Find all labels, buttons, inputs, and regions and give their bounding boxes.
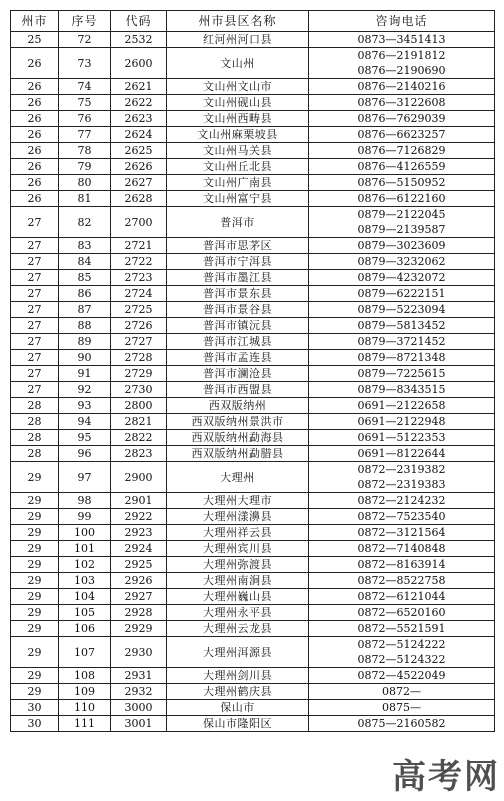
phone-number: 0876—2190690 [357,64,446,77]
cell-phone [309,398,495,414]
table-row [11,382,495,398]
table-row [11,446,495,462]
cell-code: 2700 [111,207,167,238]
table-row [11,462,495,493]
cell-region-name: 大理州云龙县 [167,621,309,637]
cell-serial: 101 [59,541,111,557]
phone-number: 0879—2122045 [357,208,446,221]
cell-phone [309,159,495,175]
cell-code: 2926 [111,573,167,589]
cell-code: 2928 [111,605,167,621]
cell-serial: 95 [59,430,111,446]
table-row [11,398,495,414]
cell-serial: 106 [59,621,111,637]
cell-region-name: 红河州河口县 [167,32,309,48]
cell-phone [309,191,495,207]
table-row [11,525,495,541]
cell-phone [309,541,495,557]
cell-city: 27 [11,334,59,350]
phone-number: 0875—2160582 [357,717,446,730]
header-serial: 序号 [59,11,111,32]
cell-city: 27 [11,207,59,238]
cell-serial: 92 [59,382,111,398]
cell-region-name: 普洱市宁洱县 [167,254,309,270]
cell-phone [309,637,495,668]
cell-city: 29 [11,573,59,589]
table-row [11,589,495,605]
phone-number: 0879—6222151 [357,287,446,300]
cell-phone [309,175,495,191]
cell-phone [309,79,495,95]
cell-code: 2623 [111,111,167,127]
header-phone: 咨询电话 [309,11,495,32]
cell-region-name: 普洱市澜沧县 [167,366,309,382]
phone-number: 0876—6623257 [357,128,446,141]
cell-city: 29 [11,557,59,573]
cell-region-name: 普洱市西盟县 [167,382,309,398]
cell-phone [309,430,495,446]
phone-number: 0879—3232062 [357,255,446,268]
cell-region-name: 普洱市 [167,207,309,238]
cell-city: 26 [11,48,59,79]
table-row [11,605,495,621]
cell-code: 3000 [111,700,167,716]
cell-city: 26 [11,175,59,191]
cell-serial: 81 [59,191,111,207]
cell-region-name: 普洱市墨江县 [167,270,309,286]
cell-code: 2722 [111,254,167,270]
cell-city: 30 [11,700,59,716]
cell-code: 2930 [111,637,167,668]
cell-code: 2621 [111,79,167,95]
cell-phone [309,462,495,493]
cell-city: 28 [11,414,59,430]
cell-city: 29 [11,525,59,541]
table-row [11,414,495,430]
cell-serial: 104 [59,589,111,605]
table-row [11,111,495,127]
cell-city: 27 [11,382,59,398]
phone-number: 0872—2319383 [357,478,446,491]
cell-code: 2822 [111,430,167,446]
cell-serial: 94 [59,414,111,430]
cell-phone [309,414,495,430]
header-region-name: 州市县区名称 [167,11,309,32]
cell-region-name: 西双版纳州 [167,398,309,414]
cell-region-name: 普洱市景谷县 [167,302,309,318]
consultation-phone-table [10,10,495,732]
cell-code: 2922 [111,509,167,525]
cell-phone [309,302,495,318]
cell-phone [309,493,495,509]
cell-phone [309,95,495,111]
phone-number: 0691—5122353 [357,431,446,444]
cell-code: 2727 [111,334,167,350]
phone-number: 0876—2140216 [357,80,446,93]
cell-city: 27 [11,254,59,270]
site-watermark: 高考网 [392,757,500,797]
cell-phone [309,111,495,127]
table-row [11,286,495,302]
cell-city: 27 [11,318,59,334]
table-row [11,127,495,143]
cell-region-name: 普洱市江城县 [167,334,309,350]
cell-region-name: 大理州 [167,462,309,493]
cell-region-name: 大理州鹤庆县 [167,684,309,700]
phone-number: 0872—5521591 [357,622,446,635]
cell-region-name: 保山市隆阳区 [167,716,309,732]
phone-number: 0876—7126829 [357,144,446,157]
cell-code: 2600 [111,48,167,79]
cell-serial: 109 [59,684,111,700]
table-row [11,238,495,254]
cell-code: 2901 [111,493,167,509]
cell-region-name: 文山州文山市 [167,79,309,95]
cell-serial: 98 [59,493,111,509]
phone-number: 0879—7225615 [357,367,446,380]
cell-phone [309,446,495,462]
table-row [11,637,495,668]
cell-region-name: 普洱市镇沅县 [167,318,309,334]
cell-code: 2730 [111,382,167,398]
cell-code: 2724 [111,286,167,302]
cell-region-name: 大理州宾川县 [167,541,309,557]
cell-code: 2625 [111,143,167,159]
cell-city: 28 [11,446,59,462]
cell-region-name: 大理州剑川县 [167,668,309,684]
cell-serial: 100 [59,525,111,541]
cell-serial: 96 [59,446,111,462]
phone-number: 0879—5223094 [357,303,446,316]
table-row [11,48,495,79]
cell-code: 2729 [111,366,167,382]
cell-code: 2823 [111,446,167,462]
cell-region-name: 文山州西畴县 [167,111,309,127]
cell-phone [309,557,495,573]
cell-serial: 97 [59,462,111,493]
cell-serial: 80 [59,175,111,191]
cell-region-name: 西双版纳州景洪市 [167,414,309,430]
phone-number: 0872—7140848 [357,542,446,555]
cell-region-name: 大理州弥渡县 [167,557,309,573]
cell-city: 26 [11,95,59,111]
phone-number: 0691—8122644 [357,447,446,460]
cell-phone [309,350,495,366]
phone-number: 0876—3122608 [357,96,446,109]
table-row [11,270,495,286]
cell-code: 2622 [111,95,167,111]
phone-number: 0872— [382,685,421,698]
table-row [11,95,495,111]
cell-serial: 107 [59,637,111,668]
cell-serial: 103 [59,573,111,589]
cell-serial: 89 [59,334,111,350]
cell-region-name: 大理州南涧县 [167,573,309,589]
cell-phone [309,525,495,541]
phone-number: 0875— [382,701,421,714]
cell-phone [309,32,495,48]
cell-city: 29 [11,637,59,668]
cell-code: 2927 [111,589,167,605]
cell-phone [309,207,495,238]
cell-city: 27 [11,270,59,286]
cell-code: 2723 [111,270,167,286]
cell-serial: 75 [59,95,111,111]
cell-region-name: 普洱市孟连县 [167,350,309,366]
cell-city: 27 [11,350,59,366]
phone-number: 0879—8721348 [357,351,446,364]
cell-city: 25 [11,32,59,48]
cell-region-name: 文山州丘北县 [167,159,309,175]
cell-region-name: 大理州漾濞县 [167,509,309,525]
cell-serial: 108 [59,668,111,684]
table-row [11,493,495,509]
table-row [11,159,495,175]
table-row [11,509,495,525]
phone-number: 0872—5124222 [357,638,446,651]
table-row [11,191,495,207]
cell-phone [309,270,495,286]
cell-region-name: 大理州巍山县 [167,589,309,605]
phone-number: 0879—4232072 [357,271,446,284]
cell-city: 29 [11,541,59,557]
cell-serial: 102 [59,557,111,573]
cell-city: 26 [11,79,59,95]
header-city: 州市 [11,11,59,32]
cell-serial: 72 [59,32,111,48]
cell-phone [309,573,495,589]
cell-region-name: 大理州永平县 [167,605,309,621]
cell-code: 2624 [111,127,167,143]
phone-number: 0872—7523540 [357,510,446,523]
cell-serial: 111 [59,716,111,732]
cell-phone [309,127,495,143]
cell-phone [309,334,495,350]
cell-city: 29 [11,462,59,493]
phone-number: 0872—6121044 [357,590,446,603]
phone-number: 0691—2122948 [357,415,446,428]
cell-region-name: 文山州麻栗坡县 [167,127,309,143]
cell-serial: 88 [59,318,111,334]
cell-city: 29 [11,493,59,509]
cell-code: 3001 [111,716,167,732]
cell-code: 2721 [111,238,167,254]
cell-region-name: 普洱市景东县 [167,286,309,302]
cell-code: 2725 [111,302,167,318]
cell-city: 26 [11,191,59,207]
cell-region-name: 普洱市思茅区 [167,238,309,254]
cell-serial: 110 [59,700,111,716]
cell-phone [309,605,495,621]
cell-region-name: 保山市 [167,700,309,716]
phone-number: 0872—3121564 [357,526,446,539]
table-row [11,573,495,589]
cell-phone [309,700,495,716]
table-row [11,668,495,684]
cell-city: 26 [11,127,59,143]
cell-city: 27 [11,366,59,382]
cell-region-name: 文山州马关县 [167,143,309,159]
cell-code: 2628 [111,191,167,207]
cell-phone [309,286,495,302]
phone-number: 0872—4522049 [357,669,446,682]
cell-city: 26 [11,159,59,175]
phone-number: 0876—5150952 [357,176,446,189]
cell-city: 28 [11,398,59,414]
cell-city: 29 [11,684,59,700]
phone-number: 0872—2319382 [357,463,446,476]
cell-phone [309,668,495,684]
table-row [11,700,495,716]
cell-serial: 74 [59,79,111,95]
cell-phone [309,238,495,254]
cell-region-name: 文山州广南县 [167,175,309,191]
table-row [11,350,495,366]
table-row [11,621,495,637]
cell-serial: 73 [59,48,111,79]
cell-phone [309,254,495,270]
table-row [11,318,495,334]
table-header-row [11,11,495,32]
cell-city: 26 [11,143,59,159]
cell-city: 30 [11,716,59,732]
cell-region-name: 大理州洱源县 [167,637,309,668]
cell-serial: 91 [59,366,111,382]
cell-city: 29 [11,668,59,684]
cell-region-name: 大理州祥云县 [167,525,309,541]
cell-code: 2532 [111,32,167,48]
phone-number: 0876—4126559 [357,160,446,173]
phone-number: 0873—3451413 [357,33,446,46]
cell-phone [309,716,495,732]
cell-phone [309,366,495,382]
phone-number: 0872—2124232 [357,494,446,507]
table-row [11,716,495,732]
cell-region-name: 西双版纳州勐海县 [167,430,309,446]
phone-number: 0691—2122658 [357,399,446,412]
phone-number: 0872—6520160 [357,606,446,619]
table-row [11,207,495,238]
phone-number: 0879—5813452 [357,319,446,332]
cell-phone [309,684,495,700]
table-row [11,334,495,350]
cell-region-name: 大理州大理市 [167,493,309,509]
cell-city: 27 [11,302,59,318]
cell-serial: 90 [59,350,111,366]
table-row [11,143,495,159]
phone-number: 0879—3023609 [357,239,446,252]
phone-number: 0872—8522758 [357,574,446,587]
cell-city: 29 [11,621,59,637]
cell-phone [309,318,495,334]
phone-number: 0872—5124322 [357,653,446,666]
cell-serial: 78 [59,143,111,159]
cell-phone [309,509,495,525]
cell-code: 2931 [111,668,167,684]
cell-phone [309,143,495,159]
table-row [11,175,495,191]
table-row [11,541,495,557]
cell-serial: 82 [59,207,111,238]
table-row [11,684,495,700]
cell-serial: 77 [59,127,111,143]
cell-code: 2900 [111,462,167,493]
phone-number: 0879—3721452 [357,335,446,348]
cell-code: 2925 [111,557,167,573]
table-row [11,430,495,446]
cell-code: 2821 [111,414,167,430]
phone-number: 0876—7629039 [357,112,446,125]
cell-code: 2726 [111,318,167,334]
phone-number: 0879—8343515 [357,383,446,396]
cell-serial: 99 [59,509,111,525]
cell-serial: 86 [59,286,111,302]
phone-number: 0876—2191812 [357,49,446,62]
cell-region-name: 文山州砚山县 [167,95,309,111]
phone-number: 0879—2139587 [357,223,446,236]
phone-directory-sheet [10,10,494,732]
cell-serial: 79 [59,159,111,175]
cell-region-name: 文山州富宁县 [167,191,309,207]
cell-region-name: 西双版纳州勐腊县 [167,446,309,462]
cell-code: 2932 [111,684,167,700]
table-row [11,79,495,95]
cell-serial: 87 [59,302,111,318]
cell-code: 2800 [111,398,167,414]
table-body [11,32,495,732]
table-row [11,366,495,382]
cell-code: 2929 [111,621,167,637]
table-row [11,302,495,318]
table-row [11,32,495,48]
cell-serial: 105 [59,605,111,621]
cell-city: 27 [11,238,59,254]
cell-phone [309,48,495,79]
table-row [11,254,495,270]
cell-phone [309,382,495,398]
header-code: 代码 [111,11,167,32]
phone-number: 0872—8163914 [357,558,446,571]
cell-serial: 83 [59,238,111,254]
cell-serial: 85 [59,270,111,286]
cell-city: 29 [11,605,59,621]
cell-serial: 93 [59,398,111,414]
cell-serial: 76 [59,111,111,127]
cell-serial: 84 [59,254,111,270]
cell-code: 2728 [111,350,167,366]
cell-city: 26 [11,111,59,127]
cell-city: 27 [11,286,59,302]
cell-city: 28 [11,430,59,446]
cell-region-name: 文山州 [167,48,309,79]
cell-code: 2626 [111,159,167,175]
cell-city: 29 [11,509,59,525]
cell-phone [309,589,495,605]
table-row [11,557,495,573]
cell-code: 2924 [111,541,167,557]
cell-code: 2627 [111,175,167,191]
cell-code: 2923 [111,525,167,541]
cell-city: 29 [11,589,59,605]
phone-number: 0876—6122160 [357,192,446,205]
cell-phone [309,621,495,637]
